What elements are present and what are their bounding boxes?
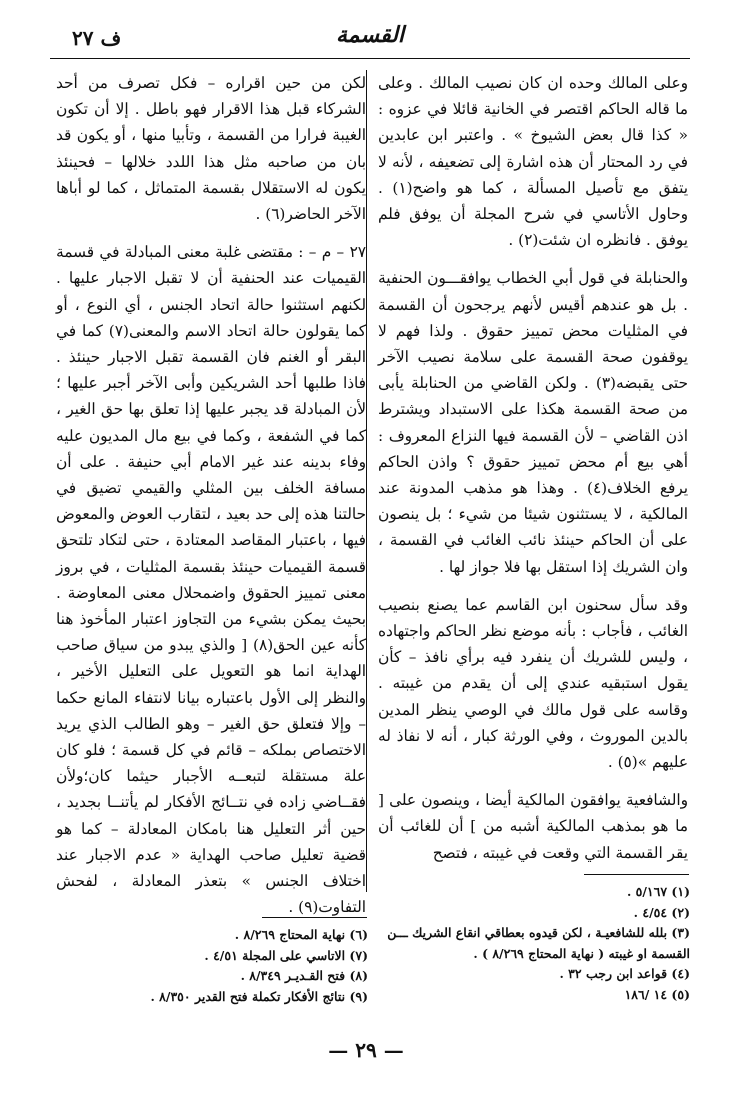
footnote: (٦) نهاية المحتاج ٨/٢٦٩ .	[234, 927, 368, 942]
paragraph: ٢٧ – م – : مقتضى غلبة معنى المبادلة في قسمة القيميات عند الحنفية أن لا تقبل الاجبار عليها . لكنهم استثنوا حالة اتحاد الجنس ، أي النوع ، أو كما يقولون حالة اتحاد الاسم والمعنى(٧) كما في البقر أو الغنم فان القسمة تقبل الاجبار حينئذ . فاذا طلبها أحد الشريكين وأبى الآخر أجبر عليها ؛ لأن المبادلة قد يجبر عليها إذا تعلق بها حق الغير ، كما في الشفعة ، وكما في بيع مال المديون عليه وفاء بدينه عند غير الامام أبي حنيفة . على أن مسافة الخلف بين المثلي والقيمي تضيق في حالتنا هذه إلى حد بعيد ، لتقارب العوض والمعوض فيها ، باعتبار المقاصد المعتادة ، حتى لتكاد تلتحق قسمة القيميات حينئذ بقسمة المثليات ، في بروز معنى تمييز الحقوق واضمحلال معنى المعاوضة . بحيث يمكن بشيء من التجاوز اعتبار المأخوذ هنا كأنه عين الحق(٨) [ والذي يبدو من سياق صاحب الهداية انما هو التعويل على التعليل الأخير ، والنظر إلى الأول باعتباره بيانا لانتفاء المانع حكما – وإلا فتعلق حق الغير – وهو الطالب الذي يريد الاختصاص بملكه – قائم في كل قسمة ؛ فلو كان علة مستقلة لتبعــه الأجبار حيثما كان؛ولأن فقــاضي زاده في نتــائج الأفكار لم يأتنــا بجديد ، حين أثر التعليل هنا بامكان المعادلة – كما هو قضية تعليل صاحب الهداية « عدم الاجبار عند اختلاف الجنس » بتعذر المعادلة ، لفحش التفاوت(٩) .	[56, 243, 366, 917]
footnote-rule	[584, 874, 689, 875]
running-title: القسمة	[335, 22, 405, 48]
paragraph: وعلى المالك وحده ان كان نصيب المالك . وعلى ما قاله الحاكم اقتصر في الخانية قائلا في عزوه : « كذا قال بعض الشيوخ » . واعتبر ابن عابدين في رد المحتار أن هذه اشارة إلى تضعيفه ، لأنه لا يتفق مع تأصيل المسألة ، كما هو واضح(١) . وحاول الأتاسي في شرح المجلة أن يوفق فلم يوفق . فانظره ان شئت(٢) .	[378, 74, 688, 250]
paragraph: والشافعية يوافقون المالكية أيضا ، وينصون على [ ما هو بمذهب المالكية أشبه من ] أن للغائب أن يقر القسمة التي وقعت في غيبته ، فتصح	[378, 791, 688, 862]
left-column	[56, 70, 366, 933]
right-column	[378, 70, 688, 878]
footnote: (٩) نتائج الأفكار تكملة فتح القدير ٨/٣٥٠ .	[150, 988, 368, 1004]
footnotes-left	[56, 925, 368, 1007]
header-rule	[50, 58, 690, 59]
column-divider	[366, 70, 367, 892]
page-header	[50, 16, 690, 60]
footnote: (٤) قواعد ابن رجب ٣٢ .	[559, 966, 690, 981]
page-number: — ٢٩ —	[328, 1038, 404, 1062]
footnote: (٣) بلله للشافعيـة ، لكن قيدوه بعطاقي انقاع الشريك ـــن	[387, 925, 690, 940]
footnote: القسمة او غيبته ( نهاية المحتاج ٨/٢٦٩ ) .	[473, 945, 690, 961]
paragraph: والحنابلة في قول أبي الخطاب يوافقـــون الحنفية . بل هو عندهم أقيس لأنهم يرجحون أن القسمة في المثليات محض تمييز حقوق . ولذا فهم لا يوقفون صحة القسمة على سلامة نصيب الآخر حتى يقبضه(٣) . ولكن القاضي من الحنابلة يأبى من صحة القسمة هكذا على الاستبداد ويشترط اذن القاضي – لأن القسمة فيها النزاع المعروف : أهي بيع أم محض تمييز حقوق ؟ واذن الحاكم يرفع الخلاف(٤) . وهذا هو مذهب المدونة عند المالكية ، لا يستثنون شيئا من شيء ؛ بل ينصون على أن الحاكم حينئذ نائب الغائب في القسمة ، وان الشريك إذا استقل بها فلا جواز لها .	[378, 269, 688, 576]
footnote: (٨) فتح القـديـر ٨/٣٤٩ .	[240, 968, 368, 983]
footnote: (٢) ٤/٥٤ .	[633, 904, 690, 920]
footnote: (٧) الاتاسي على المجلة ٤/٥١ .	[204, 947, 368, 963]
footnote: (٥) ١٤ /١٨٦	[624, 986, 690, 1002]
footnote: (١) ٥/١٦٧ .	[626, 884, 690, 899]
footnotes-right	[384, 882, 690, 1005]
paragraph: وقد سأل سحنون ابن القاسم عما يصنع بنصيب الغائب ، فأجاب : بأنه موضع نظر الحاكم واجتهاده ، وليس للشريك أن ينفرد فيه برأي نافذ – كأن يقول استبقيه عندي إلى أن يقدم من غيبته . وقاسه على قول مالك في الوصي ينظر المدين بالدين الموروث ، وفي الورثة كبار ، أنه لا نفاذ له عليهم »(٥) .	[378, 595, 688, 772]
section-marker: ف ٢٧	[72, 26, 122, 50]
paragraph: لكن من حين اقراره – فكل تصرف من أحد الشركاء قبل هذا الاقرار فهو باطل . إلا أن تكون الغيبة فرارا من القسمة ، وتأبيا منها ، أو يكون قد بان من صاحبه مثل هذا اللدد خلالها – فحينئذ يكون له الاستقلال بقسمة المتماثل ، كما لو أباها الآخر الحاضر(٦) .	[56, 74, 366, 224]
footnote-rule	[262, 917, 367, 918]
